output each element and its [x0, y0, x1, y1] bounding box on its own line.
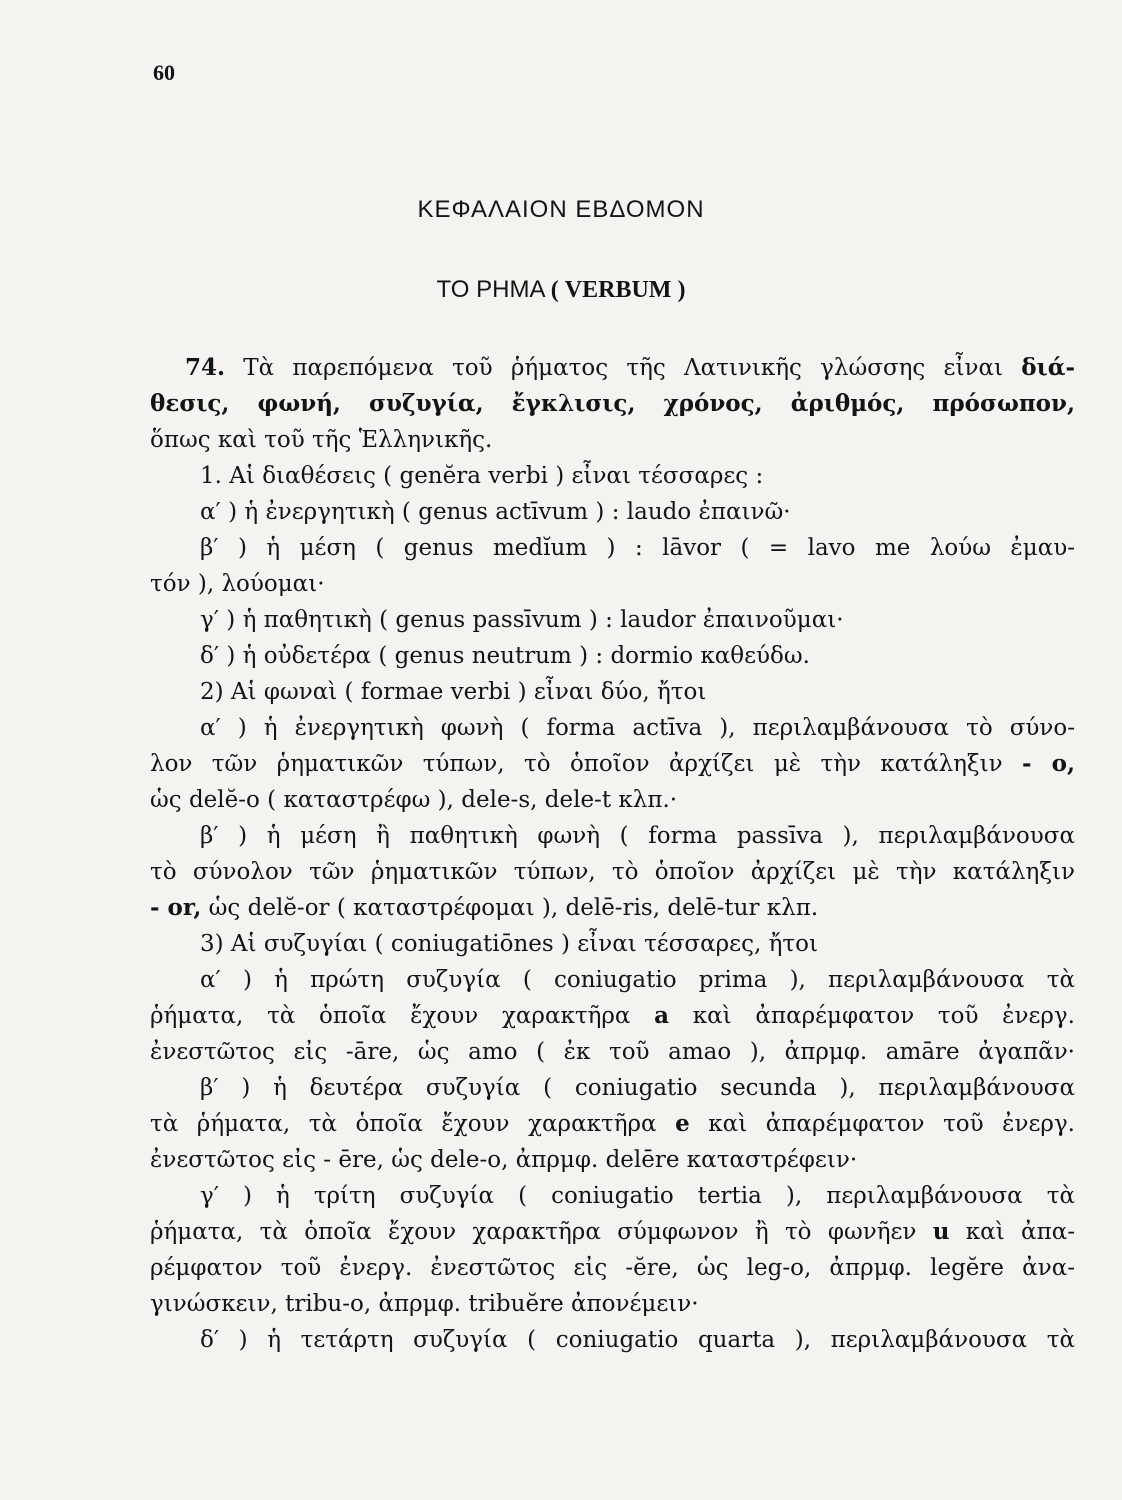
text-line — [150, 1142, 1075, 1178]
text-segment: a — [654, 1002, 670, 1029]
text-segment: ὡς delĕ-o ( καταστρέφω ), dele-s, dele-t κλπ.· — [150, 787, 678, 813]
text-segment: ὅπως καὶ τοῦ τῆς Ἑλληνικῆς. — [150, 427, 493, 453]
text-segment: β′ ) ἡ δευτέρα συζυγία ( coniugatio secunda ), περιλαμβάνουσα — [200, 1075, 1075, 1101]
text-segment: γ′ ) ἡ παθητικὴ ( genus passīvum ) : laudor ἐπαινοῦμαι· — [200, 607, 844, 633]
text-segment: Τὰ παρεπόμενα τοῦ ῥήματος τῆς Λατινικῆς γλώσσης εἶναι — [225, 355, 1022, 381]
text-segment: δ′ ) ἡ τετάρτη συζυγία ( coniugatio quarta ), περιλαμβάνουσα τὰ — [200, 1327, 1075, 1353]
text-line — [150, 1106, 1075, 1142]
text-segment: 3) Αἱ συζυγίαι ( coniugatiōnes ) εἶναι τέσσαρες, ἤτοι — [200, 931, 818, 957]
text-segment: ἐνεστῶτος εἰς -āre, ὡς amo ( ἐκ τοῦ amao ), ἀπρμφ. amāre ἀγαπᾶν· — [150, 1039, 1075, 1065]
text-segment: 2) Αἱ φωναὶ ( formae verbi ) εἶναι δύο, ἤτοι — [200, 679, 707, 705]
text-line — [150, 386, 1075, 422]
text-segment: λον τῶν ῥηματικῶν τύπων, τὸ ὁποῖον ἀρχίζει μὲ τὴν κατάληξιν — [150, 751, 1022, 777]
text-segment: θεσις, φωνή, συζυγία, ἔγκλισις, χρόνος, ἀριθμός, πρόσωπον, — [150, 390, 1075, 417]
text-segment: ἐνεστῶτος εἰς - ēre, ὡς dele-o, ἀπρμφ. delēre καταστρέφειν· — [150, 1147, 858, 1173]
text-line — [150, 350, 1075, 386]
text-line — [150, 1178, 1075, 1214]
text-line — [150, 602, 1075, 638]
text-line — [150, 818, 1075, 854]
text-segment: καὶ ἀπα- — [949, 1219, 1076, 1245]
text-line — [150, 746, 1075, 782]
text-segment: ῥήματα, τὰ ὁποῖα ἔχουν χαρακτῆρα σύμφωνον ἢ τὸ φωνῆεν — [150, 1219, 933, 1245]
text-line — [150, 962, 1075, 998]
text-line — [150, 422, 1075, 458]
text-segment: ὡς delĕ-or ( καταστρέφομαι ), delē-ris, delē-tur κλπ. — [201, 895, 819, 921]
text-line — [150, 1322, 1075, 1358]
text-segment: τὰ ῥήματα, τὰ ὁποῖα ἔχουν χαρακτῆρα — [150, 1111, 676, 1137]
text-segment: - or, — [150, 894, 202, 921]
page-number: 60 — [153, 60, 175, 85]
text-segment: ῥήματα, τὰ ὁποῖα ἔχουν χαρακτῆρα — [150, 1003, 655, 1029]
text-segment: α′ ) ἡ πρώτη συζυγία ( coniugatio prima ), περιλαμβάνουσα τὰ — [200, 967, 1075, 993]
text-line — [150, 638, 1075, 674]
text-line — [150, 674, 1075, 710]
text-segment: - o, — [1022, 750, 1075, 777]
text-segment: καὶ ἀπαρέμφατον τοῦ ἐνεργ. — [669, 1003, 1075, 1029]
text-segment: β′ ) ἡ μέση ( genus medĭum ) : lāvor ( = lavo me λούω ἐμαυ- — [200, 535, 1075, 561]
text-line — [150, 1070, 1075, 1106]
text-line — [150, 494, 1075, 530]
text-segment: 1. Αἱ διαθέσεις ( genĕra verbi ) εἶναι τέσσαρες : — [200, 463, 764, 489]
text-segment: e — [675, 1110, 690, 1137]
text-line — [150, 566, 1075, 602]
text-segment: β′ ) ἡ μέση ἢ παθητικὴ φωνὴ ( forma passīva ), περιλαμβάνουσα — [200, 823, 1075, 849]
text-line — [150, 1286, 1075, 1322]
text-segment: α′ ) ἡ ἐνεργητικὴ φωνὴ ( forma actīva ), περιλαμβάνουσα τὸ σύνο- — [200, 715, 1075, 741]
text-line — [150, 890, 1075, 926]
text-line — [150, 926, 1075, 962]
text-segment: τόν ), λούομαι· — [150, 571, 325, 597]
text-segment: καὶ ἀπαρέμφατον τοῦ ἐνεργ. — [689, 1111, 1075, 1137]
text-segment: διά- — [1021, 354, 1075, 381]
text-line — [150, 530, 1075, 566]
text-segment: u — [932, 1218, 950, 1245]
text-line — [150, 782, 1075, 818]
text-segment: γ′ ) ἡ τρίτη συζυγία ( coniugatio tertia ), περιλαμβάνουσα τὰ — [200, 1183, 1075, 1209]
text-line — [150, 998, 1075, 1034]
body-text — [150, 350, 1075, 1358]
text-segment: δ′ ) ἡ οὐδετέρα ( genus neutrum ) : dormio καθεύδω. — [200, 643, 810, 669]
text-line — [150, 854, 1075, 890]
text-line — [150, 1250, 1075, 1286]
section-title — [0, 276, 1122, 304]
text-segment: α′ ) ἡ ἐνεργητικὴ ( genus actīvum ) : laudo ἐπαινῶ· — [200, 499, 791, 525]
text-line — [150, 1214, 1075, 1250]
text-segment: τὸ σύνολον τῶν ῥηματικῶν τύπων, τὸ ὁποῖον ἀρχίζει μὲ τὴν κατάληξιν — [150, 859, 1075, 885]
section-title-greek: ΤΟ ΡΗΜΑ — [436, 276, 545, 303]
text-line — [150, 710, 1075, 746]
text-segment: 74. — [185, 354, 226, 381]
chapter-title: ΚΕΦΑΛΑΙΟΝ ΕΒΔΟΜΟΝ — [417, 196, 705, 223]
section-title-latin: ( VERBUM ) — [550, 277, 686, 303]
text-line — [150, 1034, 1075, 1070]
text-line — [150, 458, 1075, 494]
text-segment: γινώσκειν, tribu-o, ἀπρμφ. tribuĕre ἀπονέμειν· — [150, 1291, 699, 1317]
text-segment: ρέμφατον τοῦ ἐνεργ. ἐνεστῶτος εἰς -ĕre, ὡς leg-o, ἀπρμφ. legĕre ἀνα- — [150, 1255, 1075, 1281]
